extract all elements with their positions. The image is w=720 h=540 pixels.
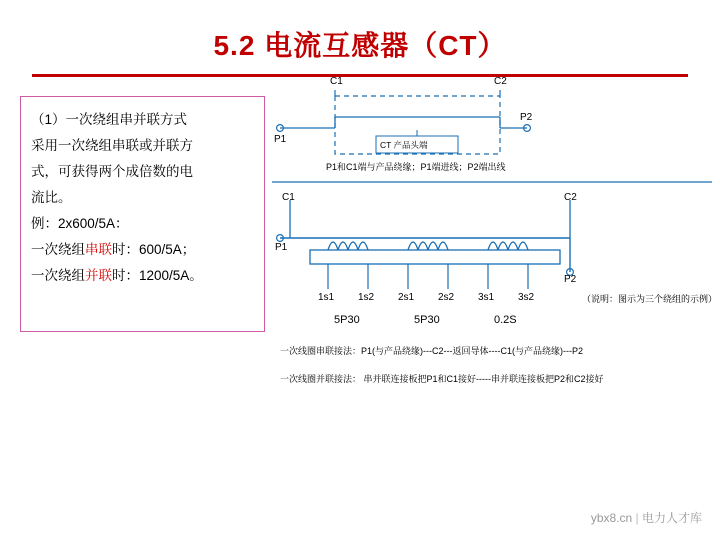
description-textbox [20, 96, 265, 332]
series-prefix: 一次绕组 [31, 242, 85, 257]
label-bottom-c1: C1 [282, 192, 295, 203]
ct-wiring-diagram [272, 76, 718, 402]
label-top-c2: C2 [494, 76, 507, 87]
label-tap-3s2: 3s2 [518, 292, 535, 303]
label-tap-1s1: 1s1 [318, 292, 335, 303]
title-block [0, 32, 720, 60]
description-line-1: （1）一次绕组串并联方式 [31, 112, 188, 127]
parallel-prefix: 一次绕组 [31, 268, 85, 283]
description-line-2: 采用一次绕组串联或并联方 [31, 138, 193, 153]
label-top-p2: P2 [520, 112, 533, 123]
note-series-connection: 一次线圈串联接法：P1(与产品绕缘)---C2---返回导体----C1(与产品绕缘)---P2 [280, 346, 583, 356]
label-bottom-c2: C2 [564, 192, 577, 203]
ct-core-bar [310, 250, 560, 264]
label-top-note: P1和C1端与产品绕缘；P1端进线；P2端出线 [326, 162, 506, 172]
note-parallel-connection: 一次线圈并联接法： 串并联连接板把P1和C1接好-----串并联连接板把P2和C2接好 [280, 374, 604, 384]
series-suffix: 时：600/5A； [112, 242, 196, 257]
tap-leads [328, 264, 528, 289]
label-bottom-p1: P1 [275, 242, 288, 253]
footer-site: ybx8.cn [590, 511, 633, 525]
series-connection-line [31, 237, 254, 263]
label-rating-2: 5P30 [414, 314, 440, 326]
label-rating-1: 5P30 [334, 314, 360, 326]
title-divider [32, 74, 688, 77]
parallel-keyword: 并联 [85, 268, 112, 283]
footer-watermark [591, 509, 702, 526]
label-bottom-p2: P2 [564, 274, 577, 285]
label-rating-3: 0.2S [494, 314, 517, 326]
footer-separator: | [635, 511, 639, 525]
description-line-3: 式，可获得两个成倍数的电 [31, 164, 193, 179]
parallel-suffix: 时：1200/5A。 [112, 268, 203, 283]
page-title: 5.2 电流互感器（CT） [213, 30, 507, 61]
label-top-p1: P1 [274, 134, 287, 145]
series-keyword: 串联 [85, 242, 112, 257]
footer-brand: 电力人才库 [641, 511, 702, 525]
label-tap-1s2: 1s2 [358, 292, 375, 303]
example-line: 例：2x600/5A： [31, 216, 129, 231]
label-tap-2s1: 2s1 [398, 292, 415, 303]
parallel-connection-line [31, 263, 254, 289]
secondary-windings [328, 242, 528, 250]
label-diagram-remark: （说明：图示为三个绕组的示例） [582, 294, 718, 304]
description-line-4: 流比。 [31, 190, 72, 205]
label-tap-3s1: 3s1 [478, 292, 495, 303]
label-tap-2s2: 2s2 [438, 292, 455, 303]
label-top-c1: C1 [330, 76, 343, 87]
label-ct-product-box: CT 产品头端 [380, 140, 428, 150]
